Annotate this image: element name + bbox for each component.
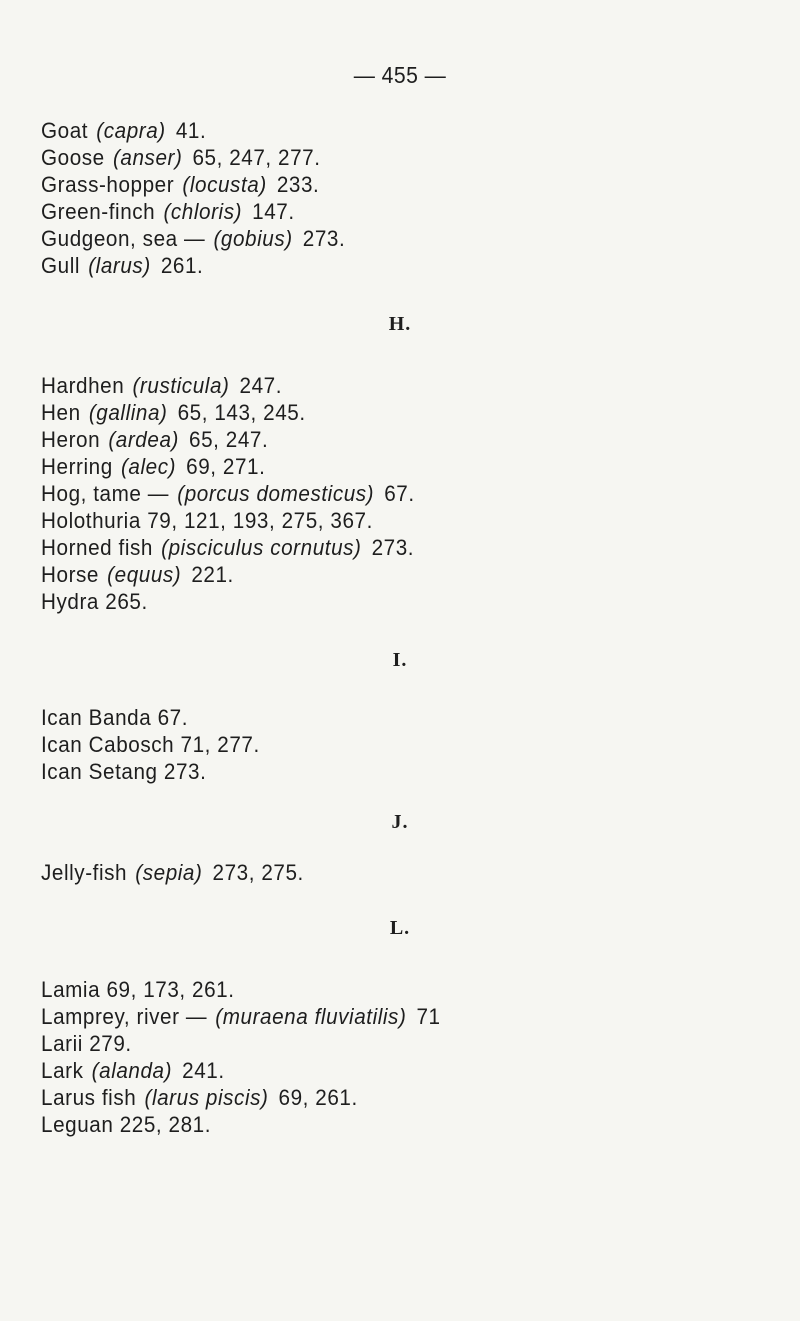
entry-name: Ican Cabosch <box>41 732 175 757</box>
entry-pages: 69, 271. <box>186 454 266 479</box>
section-heading-l: L. <box>389 917 411 939</box>
section-heading-j: J. <box>391 811 409 833</box>
index-entry-gudgeon-sea <box>41 226 345 252</box>
index-entry-lamia <box>41 977 235 1003</box>
entry-latin: (muraena fluviatilis) <box>215 1004 407 1029</box>
entry-name: Hen <box>41 400 81 425</box>
entry-pages: 265. <box>105 589 148 614</box>
entry-latin: (larus piscis) <box>144 1085 269 1110</box>
entry-name: Herring <box>41 454 113 479</box>
entry-name: Goat <box>41 118 89 143</box>
entry-latin: (alec) <box>120 454 177 479</box>
entry-name: Horned fish <box>41 535 153 560</box>
index-entry-ican-banda <box>41 705 188 731</box>
entry-pages: 69, 261. <box>278 1085 358 1110</box>
entry-name: Hydra <box>41 589 99 614</box>
index-entry-lark <box>41 1058 225 1084</box>
entry-name: Ican Setang <box>41 759 158 784</box>
index-entry-green-finch <box>41 199 295 225</box>
entry-name: Green-finch <box>41 199 156 224</box>
entry-pages: 241. <box>182 1058 225 1083</box>
section-heading-h: H. <box>388 313 412 335</box>
section-heading-i: I. <box>392 649 408 671</box>
entry-latin: (ardea) <box>108 427 179 452</box>
index-entry-gull <box>41 253 203 279</box>
entry-name: Larus fish <box>41 1085 137 1110</box>
entry-latin: (gallina) <box>88 400 168 425</box>
index-entry-horned-fish <box>41 535 414 561</box>
entry-name: Lamprey, river — <box>41 1004 208 1029</box>
index-entry-larus-fish <box>41 1085 358 1111</box>
index-entry-larii <box>41 1031 132 1057</box>
entry-name: Leguan <box>41 1112 114 1137</box>
entry-latin: (equus) <box>107 562 182 587</box>
entry-pages: 69, 173, 261. <box>106 977 235 1002</box>
entry-pages: 67. <box>157 705 189 730</box>
index-entry-hog-tame <box>41 481 415 507</box>
index-entry-goose <box>41 145 321 171</box>
entry-name: Hardhen <box>41 373 125 398</box>
index-entry-holothuria <box>41 508 373 534</box>
entry-name: Grass-hopper <box>41 172 175 197</box>
entry-pages: 65, 247. <box>189 427 269 452</box>
index-entry-hardhen <box>41 373 282 399</box>
index-entry-hen <box>41 400 306 426</box>
entry-latin: (alanda) <box>91 1058 173 1083</box>
entry-pages: 273. <box>371 535 415 560</box>
entry-latin: (anser) <box>112 145 183 170</box>
entry-latin: (larus) <box>88 253 151 278</box>
entry-latin: (capra) <box>96 118 166 143</box>
entry-latin: (sepia) <box>135 860 203 885</box>
entry-name: Goose <box>41 145 105 170</box>
index-entry-grass-hopper <box>41 172 319 198</box>
index-entry-lamprey-river <box>41 1004 441 1030</box>
index-entry-jelly-fish <box>41 860 304 886</box>
entry-pages: 261. <box>160 253 204 278</box>
entry-pages: 225, 281. <box>119 1112 212 1137</box>
entry-name: Larii <box>41 1031 83 1056</box>
index-entry-hydra <box>41 589 148 615</box>
entry-pages: 147. <box>252 199 295 224</box>
index-entry-ican-cabosch <box>41 732 260 758</box>
entry-pages: 41. <box>175 118 207 143</box>
entry-pages: 273. <box>302 226 346 251</box>
entry-name: Hog, tame — <box>41 481 170 506</box>
entry-pages: 67. <box>384 481 415 506</box>
index-entry-herring <box>41 454 265 480</box>
index-entry-heron <box>41 427 268 453</box>
entry-name: Holothuria <box>41 508 141 533</box>
entry-pages: 71, 277. <box>180 732 260 757</box>
entry-latin: (pisciculus cornutus) <box>161 535 362 560</box>
entry-pages: 247. <box>239 373 283 398</box>
entry-pages: 71 <box>416 1004 441 1029</box>
entry-pages: 233. <box>276 172 320 197</box>
entry-name: Lamia <box>41 977 101 1002</box>
entry-pages: 273. <box>163 759 207 784</box>
entry-name: Gudgeon, sea — <box>41 226 206 251</box>
entry-latin: (gobius) <box>213 226 293 251</box>
entry-name: Ican Banda <box>41 705 152 730</box>
index-entry-horse <box>41 562 234 588</box>
entry-name: Jelly-fish <box>41 860 128 885</box>
entry-latin: (chloris) <box>163 199 243 224</box>
page-number: — 455 — <box>353 62 447 88</box>
index-entry-ican-setang <box>41 759 206 785</box>
entry-name: Gull <box>41 253 81 278</box>
entry-pages: 273, 275. <box>212 860 304 885</box>
entry-latin: (rusticula) <box>132 373 230 398</box>
entry-pages: 79, 121, 193, 275, 367. <box>147 508 373 533</box>
entry-name: Horse <box>41 562 99 587</box>
entry-latin: (locusta) <box>182 172 267 197</box>
entry-pages: 65, 247, 277. <box>192 145 321 170</box>
index-entry-leguan <box>41 1112 211 1138</box>
entry-latin: (porcus domesticus) <box>177 481 375 506</box>
entry-pages: 221. <box>191 562 234 587</box>
entry-pages: 65, 143, 245. <box>177 400 306 425</box>
index-entry-goat <box>41 118 206 144</box>
entry-name: Heron <box>41 427 101 452</box>
entry-name: Lark <box>41 1058 84 1083</box>
entry-pages: 279. <box>89 1031 132 1056</box>
